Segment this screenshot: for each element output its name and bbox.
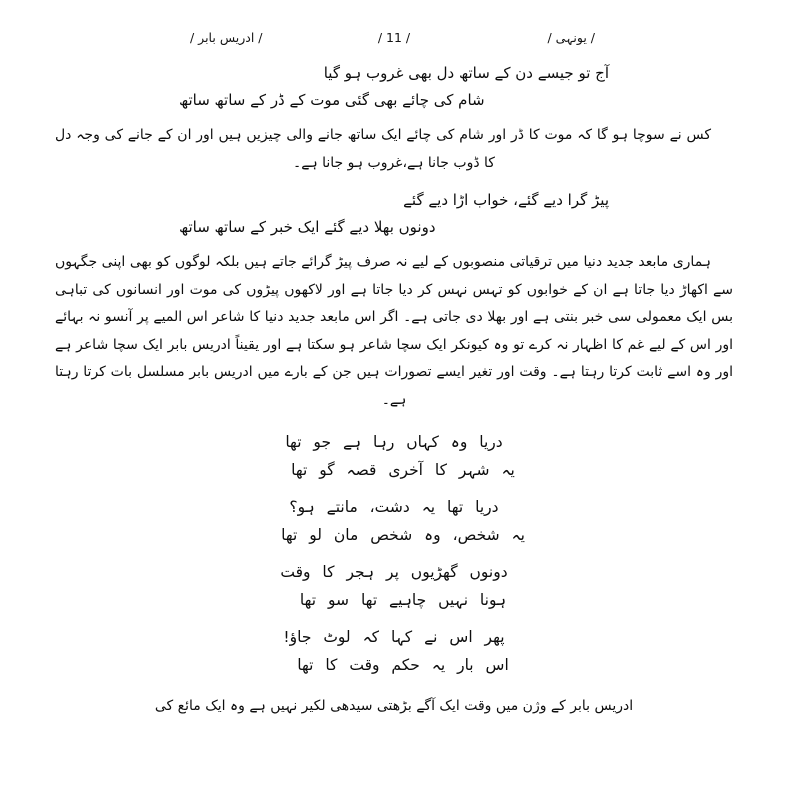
page-content — [55, 60, 733, 734]
page-number: / 11 / — [377, 30, 411, 45]
verse-couplet-2 — [55, 493, 733, 549]
verse-line: اس بار یہ حکم وقت کا تھا — [297, 656, 509, 674]
couplet-line: پیڑ گرا دیے گئے، خواب اڑا دیے گئے — [403, 191, 609, 209]
header-author-name: / ادریس بابر / — [190, 30, 263, 45]
running-header — [55, 30, 733, 54]
couplet-line: شام کی چائے بھی گئی موت کے ڈر کے ساتھ ساتھ — [179, 91, 485, 109]
verse-couplet-1 — [55, 428, 733, 484]
verse-line: یہ شہر کا آخری قصہ گو تھا — [291, 461, 515, 479]
prose-paragraph-1: کس نے سوچا ہو گا کہ موت کا ڈر اور شام کی چائے ایک ساتھ جانے والی چیزیں ہیں اور ان کے جانے کی وجہ دل کا ڈوب جانا ہے،غروب ہو جانا ہے۔ — [55, 127, 711, 171]
verse-line: دریا تھا یہ دشت، مانتے ہو؟ — [289, 498, 499, 516]
verse-couplet-4 — [55, 623, 733, 679]
prose-paragraph-3: ادریس بابر کے وژن میں وقت ایک آگے بڑھتی سیدھی لکیر نہیں ہے وہ ایک مائع کی — [154, 698, 634, 714]
verse-line: ہونا نہیں چاہیے تھا سو تھا — [299, 591, 507, 609]
verse-couplet-3 — [55, 558, 733, 614]
opening-couplet-1 — [179, 60, 609, 114]
header-section-title: / یونہی / — [547, 30, 595, 45]
verse-line: پھر اس نے کہا کہ لوٹ جاؤ! — [283, 628, 505, 646]
prose-paragraph-2: ہماری مابعد جدید دنیا میں ترقیاتی منصوبوں کے لیے نہ صرف پیڑ گرائے جاتے ہیں بلکہ لوگوں کو بھی اپنی جگہوں سے اکھاڑ دیا جاتا ہے ان کے خوابوں کو تہس نہس کر دیا جاتا ہے اور لاکھوں پیڑوں کی موت اور انسانوں کی تباہی بس ایک معمولی سی خبر بنتی ہے اور بھلا دی جاتی ہے۔ اگر اس مابعد جدید دنیا کا شاعر اس المیے پر آنسو نہ بہائے اور اس کے لیے غم کا اظہار نہ کرے تو وہ کیونکر ایک سچا شاعر ہو سکتا ہے اور یقیناً ادریس بابر ایک سچا شاعر ہے اور وہ اسے ثابت کرتا رہتا ہے۔ وقت اور تغیر ایسے تصورات ہیں جن کے بارے میں ادریس بابر مسلسل بات کرتا رہتا ہے۔ — [55, 254, 733, 408]
couplet-line: دونوں بھلا دیے گئے ایک خبر کے ساتھ ساتھ — [179, 218, 436, 236]
ghazal-verses — [55, 428, 733, 679]
verse-line: یہ شخص، وہ شخص مان لو تھا — [281, 526, 525, 544]
verse-line: دونوں گھڑیوں پر ہجر کا وقت — [280, 563, 508, 581]
couplet-line: آج تو جیسے دن کے ساتھ دل بھی غروب ہو گیا — [323, 64, 609, 82]
opening-couplet-2 — [179, 187, 609, 241]
verse-line: دریا وہ کہاں رہا ہے جو تھا — [285, 433, 503, 451]
